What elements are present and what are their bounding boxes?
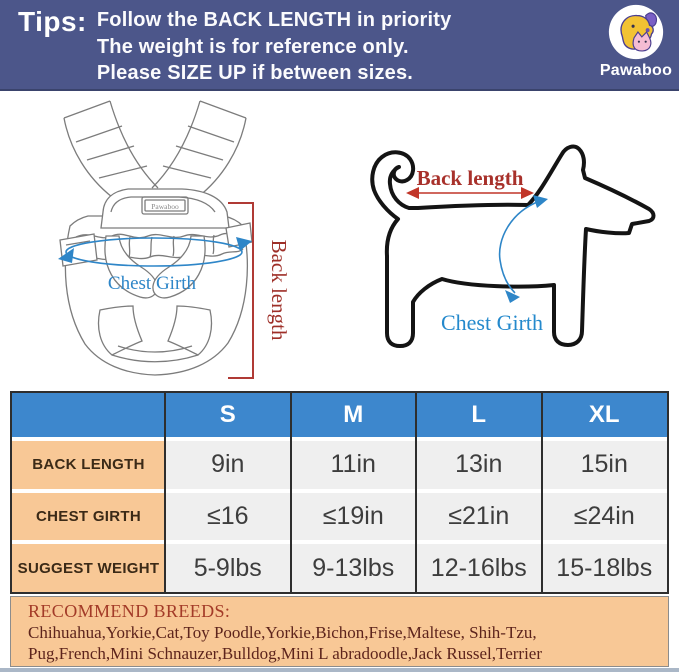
- table-cell: 9-13lbs: [291, 544, 417, 592]
- table-cell: 15-18lbs: [542, 544, 668, 592]
- table-divider: [541, 393, 543, 592]
- table-cell: ≤21in: [416, 493, 542, 541]
- column-header-l: L: [416, 393, 542, 437]
- table-cell: 9in: [165, 441, 291, 489]
- table-divider: [290, 393, 292, 592]
- table-divider: [415, 393, 417, 592]
- table-cell: ≤24in: [542, 493, 668, 541]
- dog-chest-girth-label: Chest Girth: [440, 310, 544, 335]
- tips-line-2: The weight is for reference only.: [96, 35, 409, 58]
- table-cell: ≤16: [165, 493, 291, 541]
- tips-lines: [97, 7, 452, 87]
- table-cell: 15in: [542, 441, 668, 489]
- carrier-back-length-label: Back length: [267, 239, 291, 341]
- row-label-suggest-weight: SUGGEST WEIGHT: [12, 544, 165, 592]
- column-header-m: M: [291, 393, 417, 437]
- shoulder-strap-left: [64, 101, 158, 197]
- breeds-heading: RECOMMEND BREEDS:: [28, 601, 231, 621]
- table-cell: 12-16lbs: [416, 544, 542, 592]
- recommend-breeds-box: [10, 596, 669, 667]
- table-cell: ≤19in: [291, 493, 417, 541]
- table-cell: 13in: [416, 441, 542, 489]
- table-cell: 5-9lbs: [165, 544, 291, 592]
- size-table-grid: [12, 393, 667, 592]
- logo-wordmark: Pawaboo: [599, 62, 673, 79]
- logo-mascot-icon: [605, 3, 667, 63]
- carrier-brand-tag: Pawaboo: [151, 202, 179, 211]
- tips-line-3: Please SIZE UP if between sizes.: [96, 62, 414, 84]
- column-header-xl: XL: [542, 393, 668, 437]
- breeds-line-1: Chihuahua,Yorkie,Cat,Toy Poodle,Yorkie,Bichon,Frise,Maltese, Shih-Tzu,: [28, 623, 537, 642]
- table-divider: [164, 393, 166, 592]
- row-label-back-length: BACK LENGTH: [12, 441, 165, 489]
- row-label-chest-girth: CHEST GIRTH: [12, 493, 165, 541]
- column-header-s: S: [165, 393, 291, 437]
- measurement-diagrams: [0, 91, 679, 391]
- shoulder-strap-right: [152, 101, 246, 197]
- dog-back-length-label: Back length: [416, 166, 524, 190]
- carrier-chest-girth-label: Chest Girth: [107, 273, 197, 294]
- tips-label: Tips:: [18, 6, 87, 37]
- bottom-edge-strip: [0, 668, 679, 672]
- table-corner-cell: [12, 393, 165, 437]
- size-table: [10, 391, 669, 594]
- table-cell: 11in: [291, 441, 417, 489]
- breeds-line-2: Pug,French,Mini Schnauzer,Bulldog,Mini L abradoodle,Jack Russel,Terrier: [28, 644, 543, 663]
- tips-line-1: Follow the BACK LENGTH in priority: [96, 9, 452, 31]
- pawaboo-logo: [599, 3, 673, 80]
- tips-banner: [0, 0, 679, 91]
